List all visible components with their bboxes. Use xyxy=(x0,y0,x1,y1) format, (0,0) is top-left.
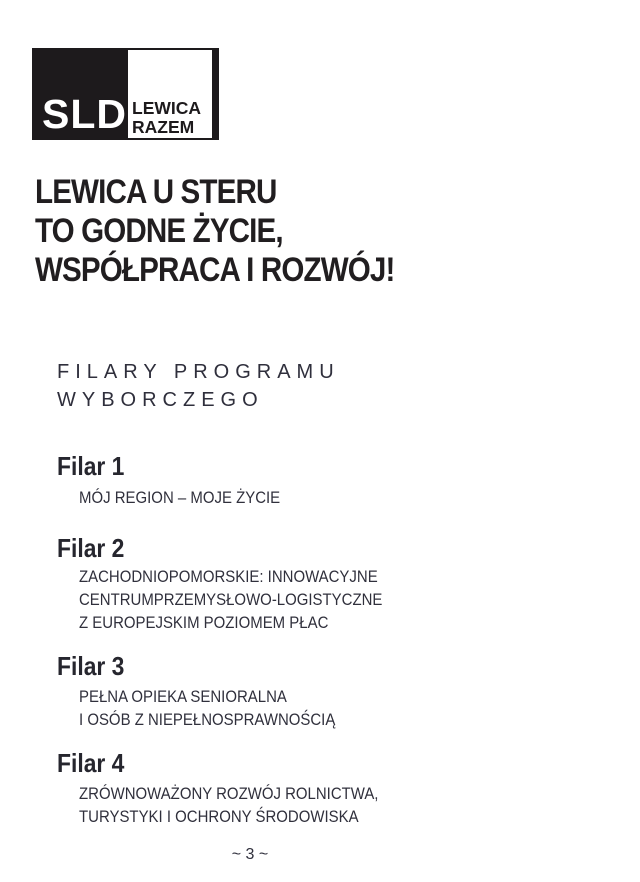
section-title xyxy=(57,358,340,414)
pillar-3-title: Filar 3 xyxy=(57,651,125,681)
pillar-2-description xyxy=(79,565,382,634)
sld-logo xyxy=(32,48,219,140)
pillar-4-line-1: ZRÓWNOWAŻONY ROZWÓJ ROLNICTWA, xyxy=(79,784,379,803)
main-headline xyxy=(35,173,394,290)
pillar-3-line-1: PEŁNA OPIEKA SENIORALNA xyxy=(79,687,287,706)
logo-razem-line: RAZEM xyxy=(132,116,195,137)
logo-white-panel xyxy=(128,50,212,138)
section-title-line-2: WYBORCZEGO xyxy=(57,389,264,411)
pillar-1-description xyxy=(79,486,280,509)
pillar-4-title: Filar 4 xyxy=(57,748,125,778)
headline-line-1: LEWICA U STERU xyxy=(35,173,277,211)
headline-line-2: TO GODNE ŻYCIE, xyxy=(35,212,283,250)
pillar-4-description xyxy=(79,782,378,828)
section-title-line-1: FILARY PROGRAMU xyxy=(57,361,340,383)
pillar-3-line-2: I OSÓB Z NIEPEŁNOSPRAWNOŚCIĄ xyxy=(79,710,336,729)
pillar-4-line-2: TURYSTYKI I OCHRONY ŚRODOWISKA xyxy=(79,807,359,826)
logo-lewica-line: LEWICA xyxy=(132,98,202,118)
pillar-2-line-2: CENTRUMPRZEMYSŁOWO-LOGISTYCZNE xyxy=(79,590,383,609)
page-number: ~ 3 ~ xyxy=(231,846,269,863)
pillar-2-title: Filar 2 xyxy=(57,533,125,563)
pillar-2-line-3: Z EUROPEJSKIM POZIOMEM PŁAC xyxy=(79,613,329,632)
pillar-3-description xyxy=(79,685,335,731)
logo-lewica-razem-text xyxy=(132,99,201,136)
pillar-1-line-1: MÓJ REGION – MOJE ŻYCIE xyxy=(79,488,281,507)
pillar-2-line-1: ZACHODNIOPOMORSKIE: INNOWACYJNE xyxy=(79,567,378,586)
logo-sld-text: SLD xyxy=(42,91,127,137)
pillar-1-title: Filar 1 xyxy=(57,451,125,481)
headline-line-3: WSPÓŁPRACA I ROZWÓJ! xyxy=(35,251,395,289)
